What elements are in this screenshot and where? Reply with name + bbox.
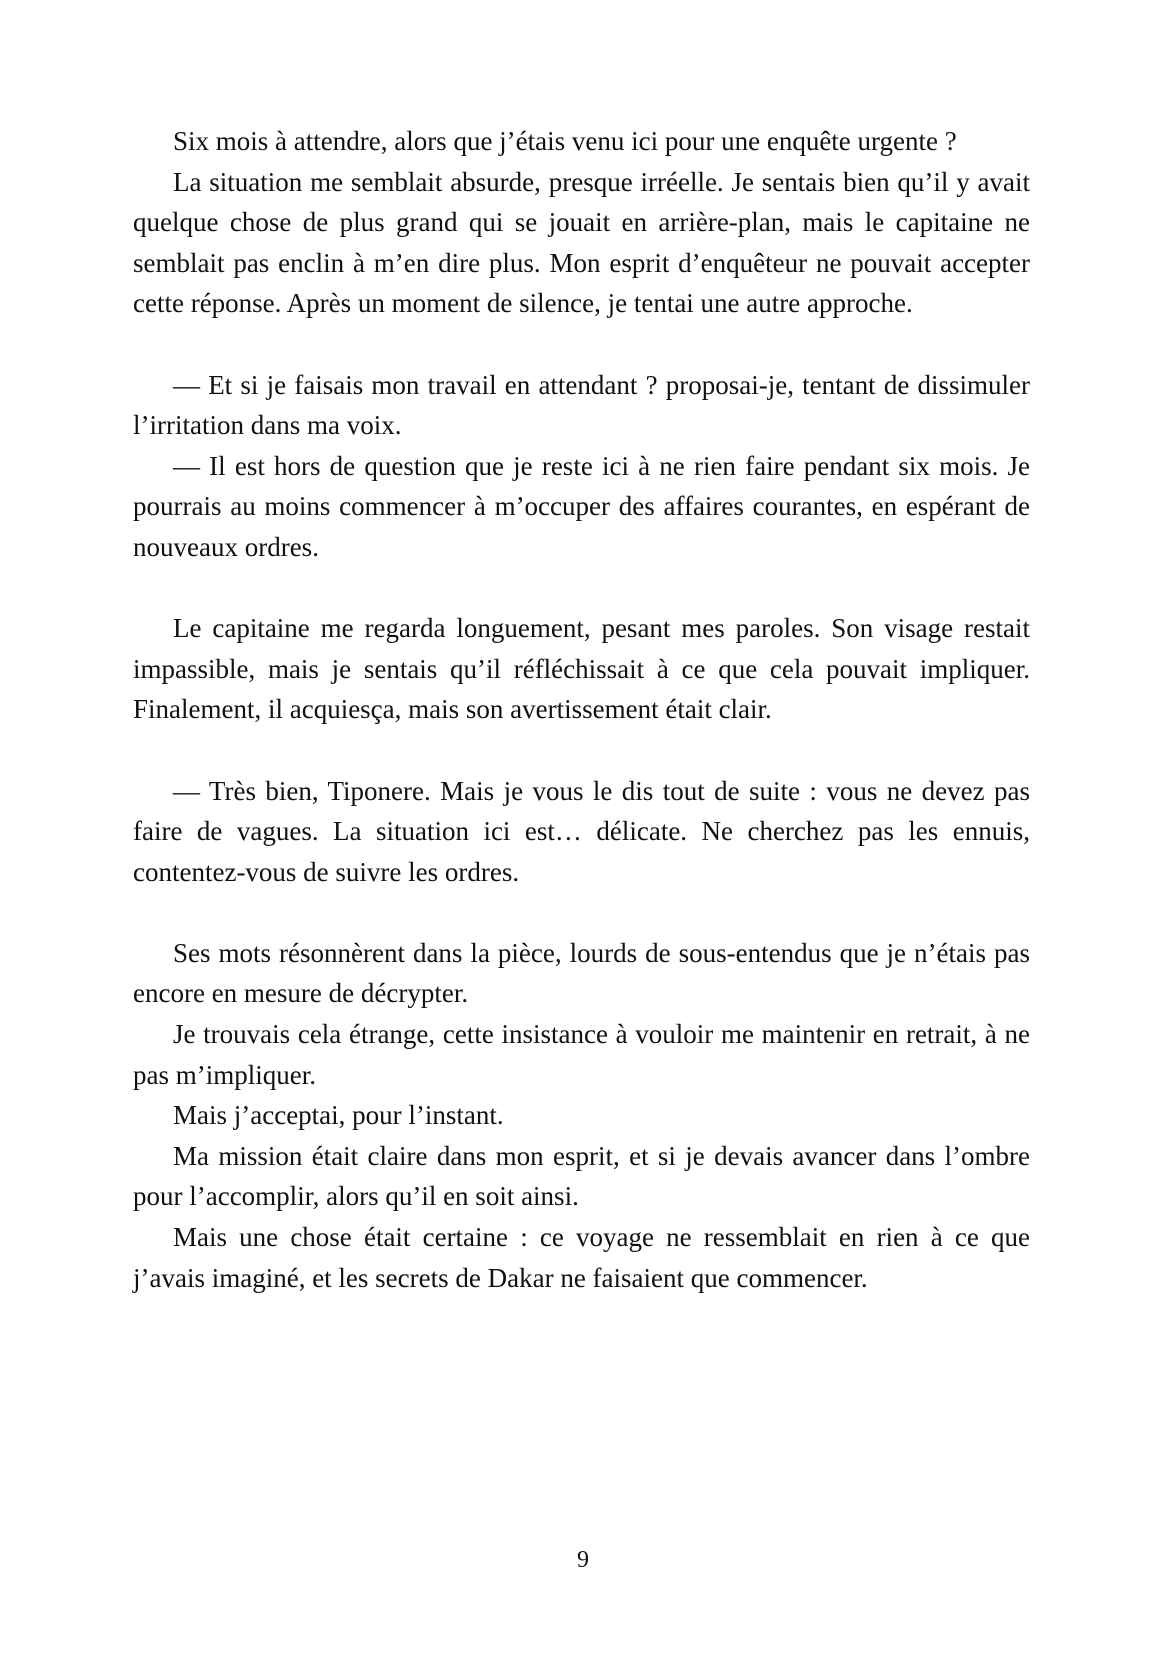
page-number: 9 (577, 1547, 589, 1573)
paragraph: Je trouvais cela étrange, cette insistance à vouloir me maintenir en retrait, à ne pas m’impliquer. (133, 1019, 1030, 1090)
page-body-text (133, 121, 1030, 1298)
paragraph: La situation me semblait absurde, presque irréelle. Je sentais bien qu’il y avait quelque chose de plus grand qui se jouait en arrière-plan, mais le capitaine ne semblait pas enclin à m’en dire plus. Mon esprit d’enquêteur ne pouvait accepter cette réponse. Après un moment de silence, je tentai une autre approche. (133, 166, 1030, 319)
paragraph: Mais une chose était certaine : ce voyage ne ressemblait en rien à ce que j’avais imaginé, et les secrets de Dakar ne faisaient que commencer. (133, 1222, 1030, 1293)
dialogue-paragraph: — Et si je faisais mon travail en attendant ? proposai-je, tentant de dissimuler l’irritation dans ma voix. (133, 369, 1030, 441)
paragraph: Ses mots résonnèrent dans la pièce, lourds de sous-entendus que je n’étais pas encore en mesure de décrypter. (133, 937, 1030, 1009)
paragraph-gap (133, 568, 1030, 609)
dialogue-paragraph: — Il est hors de question que je reste ici à ne rien faire pendant six mois. Je pourrais au moins commencer à m’occuper des affaires courantes, en espérant de nouveaux ordres. (133, 450, 1030, 562)
paragraph-gap (133, 892, 1030, 933)
paragraph-gap (133, 324, 1030, 365)
paragraph: Le capitaine me regarda longuement, pesant mes paroles. Son visage restait impassible, mais je sentais qu’il réfléchissait à ce que cela pouvait impliquer. Finalement, il acquiesça, mais son avertissement était clair. (133, 613, 1030, 725)
paragraph: Ma mission était claire dans mon esprit, et si je devais avancer dans l’ombre pour l’accomplir, alors qu’il en soit ainsi. (133, 1140, 1030, 1212)
paragraph: Mais j’acceptai, pour l’instant. (173, 1100, 504, 1131)
paragraph-gap (133, 730, 1030, 771)
paragraph: Six mois à attendre, alors que j’étais venu ici pour une enquête urgente ? (173, 126, 957, 156)
dialogue-paragraph: — Très bien, Tiponere. Mais je vous le dis tout de suite : vous ne devez pas faire de vagues. La situation ici est… délicate. Ne cherchez pas les ennuis, contentez-vous de suivre les ordres. (133, 775, 1030, 887)
